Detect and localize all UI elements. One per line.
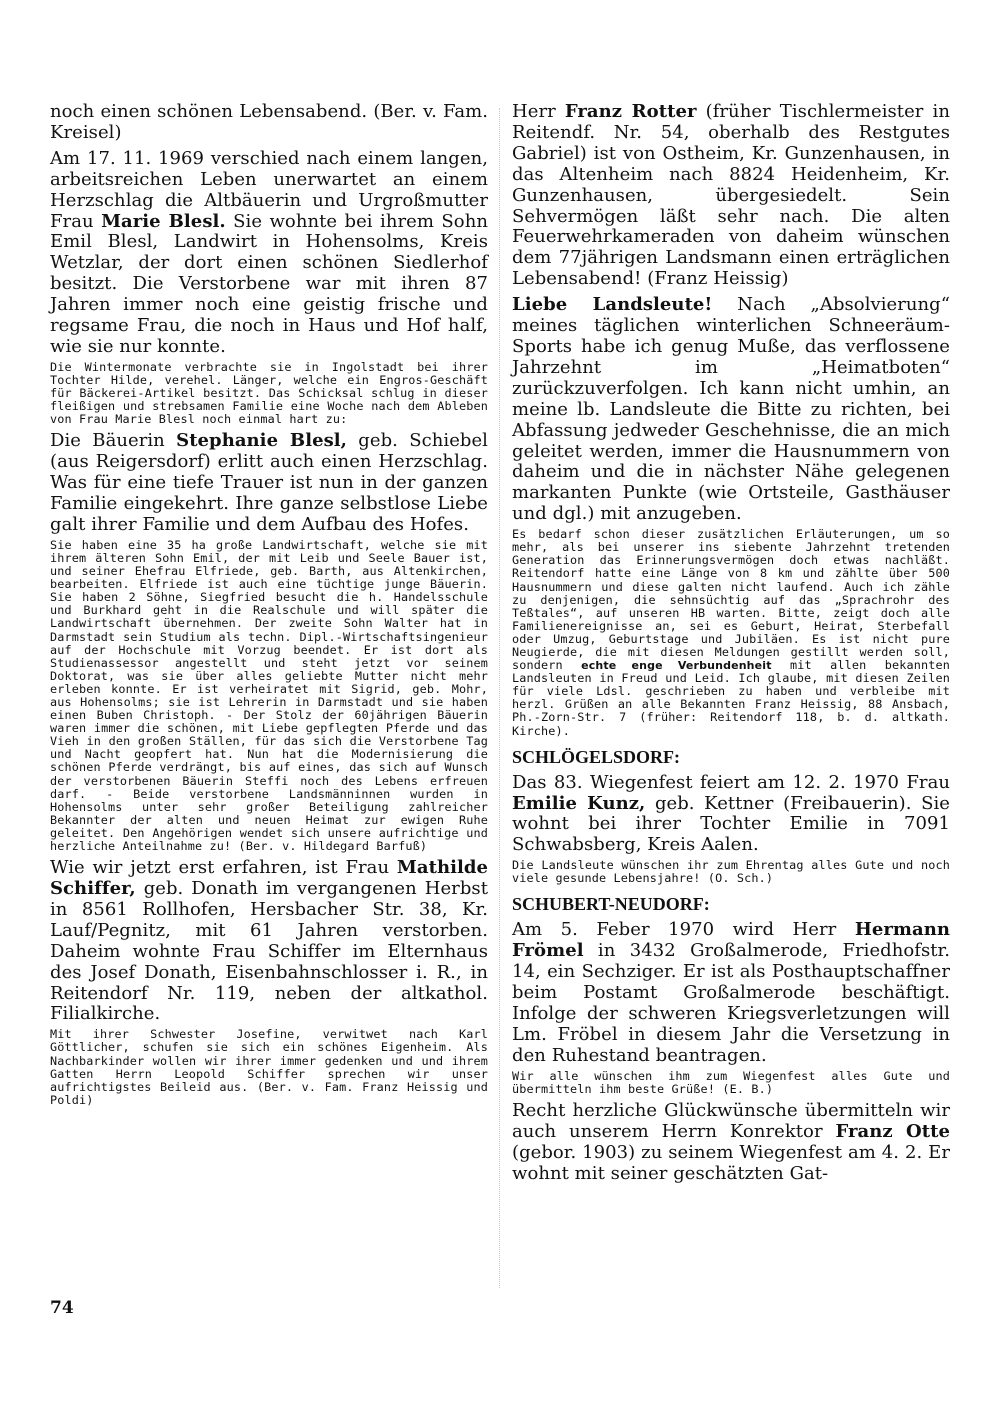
text: geb. Donath im vergangenen Herbst in 8561 Rollhofen, Hersbacher Str. 38, Kr. Lauf/Pegnitz, mit 61 Jahren verstorben. Daheim wohnte Frau Schiffer im Elternhaus des Josef Donath, Eisenbahnschlosser i. R., in Reitendorf Nr. 119, neben der altkathol. Filialkirche. bbox=[50, 878, 488, 1025]
left-small-paragraph-3: Mit ihrer Schwester Josefine, verwitwet nach Karl Göttlicher, schufen sie sich ein schönes Eigenheim. Als Nachbarkinder wollen wir ihrer immer gedenken und und ihrem Gatten Herrn Leopold Schiffer sprechen wir unser aufrichtigstes Beileid aus. (Ber. v. Fam. Franz Heissig und Poldi) bbox=[50, 1027, 488, 1107]
text: Nach „Absolvierung“ meines täglichen winterlichen Schneeräum-Sports habe ich genug Muße, das verflossene Jahrzehnt im „Heimatboten“ zurückzuverfolgen. Ich kann nicht umhin, an meine lb. Landsleute die Bitte zu richten, bei Abfassung jedweder Geschehnisse, die an mich geleitet werden, immer die Hausnummern von daheim und die in nächster Nähe gelegenen markanten Punkte (wie Ortsteile, Gasthäuser und dgl.) mit anzugeben. bbox=[512, 294, 950, 525]
text: in 3432 Großalmerode, Friedhofstr. 14, ein Sechziger. Er ist als Posthauptschaffner beim Postamt Großalmerode beschäftigt. Infolge der schweren Kriegsverletzungen will Lm. Fröbel in diesem Jahr die Versetzung in den Ruhestand beantragen. bbox=[512, 940, 950, 1066]
birthday-hermann-froemel bbox=[512, 920, 950, 1066]
name-mathilde-schiffer: Mathilde Schiffer, bbox=[50, 857, 488, 900]
text: mit allen bekannten Landsleuten in Freud und Leid. Ich glaube, mit diesen Zeilen für viele Ldsl. geschrieben zu haben und verbleibe mit herzl. Grüßen an alle Bekannten Franz Heissig, 88 Ansbach, Ph.-Zorn-Str. 7 (früher: Reitendorf 118, b. d. altkath. Kirche). bbox=[512, 658, 950, 738]
text: geb. Schiebel (aus Reigersdorf) erlitt auch einen Herzschlag. Was für eine tiefe Trauer ist nun in der ganzen Familie eingekehrt. Ihre ganze selbstlose Liebe galt ihrer Familie und dem Aufbau des Hofes. bbox=[50, 430, 488, 535]
text: geb. Kettner (Freibauerin). Sie wohnt bei ihrer Tochter Emilie in 7091 Schwabsberg, Kreis Aalen. bbox=[512, 792, 950, 856]
left-small-paragraph-1: Die Wintermonate verbrachte sie in Ingolstadt bei ihrer Tochter Hilde, verehel. Länger, welche ein Engros-Geschäft für Bäckerei-Artikel besitzt. Das Schicksal schlug in dieser fleißigen und strebsamen Familie eine Woche nach dem Ableben von Frau Marie Blesl noch einmal hart zu: bbox=[50, 359, 488, 427]
left-small-paragraph-2: Sie haben eine 35 ha große Landwirtschaft, welche sie mit ihrem älteren Sohn Emil, der mit Leib und Seele Bauer ist, und seiner Ehefrau Elfriede, geb. Barth, aus Altenkirchen, bearbeiten. Elfriede ist auch eine tüchtige junge Bäuerin. Sie haben 2 Söhne, Siegfried besucht die h. Handelsschule und Burkhard geht in die Realschule und will später die Landwirtschaft übernehmen. Der zweite Sohn Walter hat in Darmstadt sein Studium als techn. Dipl.-Wirtschaftsingenieur auf der Hochschule mit Vorzug beendet. Er ist dort als Studienassessor angestellt und steht jetzt vor seinem Doktorat, was sie über alles geliebte Mutter nicht mehr erleben konnte. Er ist verheiratet mit Sigrid, geb. Mohr, aus Hohensolms; sie ist Lehrerin in Darmstadt und sie haben einen Buben Christoph. - Der Stolz der 60jährigen Bäuerin waren immer die schönen, mit Liebe gepflegten Pferde und das Vieh in den großen Ställen, für das sich die Verstorbene Tag und Nacht geopfert hat. Nun hat die Modernisierung die schönen Pferde verdrängt, bis auf eines, das sich auf Wunsch der verstorbenen Bäuerin Steffi noch des Lebens erfreuen darf. - Beide verstorbene Landsmänninnen wurden in Hohensolms unter sehr großer Beteiligung zahlreicher Bekannter der alten und neuen Heimat zur ewigen Ruhe geleitet. Den Angehörigen wendet sich unsere aufrichtige und herzliche Anteilnahme zu! (Ber. v. Hildegard Barfuß) bbox=[50, 537, 488, 854]
name-emilie-kunz: Emilie Kunz, bbox=[512, 792, 646, 814]
name-stephanie-blesl: Stephanie Blesl, bbox=[176, 430, 347, 452]
birthday-franz-otte bbox=[512, 1101, 950, 1185]
right-small-paragraph-2: Die Landsleute wünschen ihr zum Ehrentag alles Gute und noch viele gesunde Lebensjahre! (O. Sch.) bbox=[512, 858, 950, 886]
text: (gebor. 1903) zu seinem Wiegenfest am 4. 2. Er wohnt mit seiner geschätzten Gat- bbox=[512, 1141, 950, 1184]
letter-liebe-landsleute bbox=[512, 295, 950, 525]
column-divider bbox=[499, 108, 500, 1288]
text: Die Bäuerin bbox=[50, 430, 177, 452]
name-hermann-froemel: Hermann Frömel bbox=[512, 919, 950, 962]
emphasis: echte enge Verbundenheit bbox=[581, 659, 772, 673]
right-small-paragraph-1 bbox=[512, 528, 950, 738]
obituary-marie-blesl bbox=[50, 149, 488, 358]
text: Am 5. Feber 1970 wird Herr bbox=[512, 919, 855, 941]
text: Sie wohnte bei ihrem Sohn Emil Blesl, Landwirt in Hohensolms, Kreis Wetzlar, der dort einen schönen Siedlerhof besitzt. Die Verstorbene war mit ihren 87 Jahren immer noch eine geistig frische und regsame Frau, die noch in Haus und Hof half, wie sie nur konnte. bbox=[50, 210, 488, 357]
obituary-mathilde-schiffer bbox=[50, 858, 488, 1025]
text: Wie wir jetzt erst erfahren, ist Frau bbox=[50, 857, 397, 879]
birthday-emilie-kunz bbox=[512, 773, 950, 857]
section-heading-schloegelsdorf: SCHLÖGELSDORF: bbox=[512, 746, 681, 767]
text: (früher Tischlermeister in Reitendf. Nr. 54, oberhalb des Restgutes Gabriel) ist von Ostheim, Kr. Gunzenhausen, in das Altenheim nach 8824 Heidenheim, Kr. Gunzenhausen, übergesiedelt. Sein Sehvermögen läßt sehr nach. Die alten Feuerwehrkameraden von daheim wünschen dem 77jährigen Landsmann einen erträglichen Lebensabend! (Franz Heissig) bbox=[512, 101, 950, 290]
section-heading-schubert-neudorf: SCHUBERT-NEUDORF: bbox=[512, 894, 710, 915]
text: Am 17. 11. 1969 verschied nach einem langen, arbeitsreichen Leben unerwartet an einem Herzschlag die Altbäuerin und Urgroßmutter Frau bbox=[50, 147, 488, 232]
text: Recht herzliche Glückwünsche übermitteln wir auch unserem Herrn Konrektor bbox=[512, 1099, 950, 1142]
text: Herr bbox=[512, 101, 565, 122]
name-franz-otte: Franz Otte bbox=[835, 1120, 950, 1142]
left-paragraph-1: noch einen schönen Lebensabend. (Ber. v. Fam. Kreisel) bbox=[50, 101, 488, 143]
name-marie-blesl: Marie Blesl. bbox=[101, 210, 226, 232]
obituary-stephanie-blesl bbox=[50, 431, 488, 536]
text: Das 83. Wiegenfest feiert am 12. 2. 1970 Frau bbox=[512, 771, 950, 793]
salutation: Liebe Landsleute! bbox=[512, 294, 713, 316]
right-column bbox=[512, 102, 950, 1185]
notice-franz-rotter bbox=[512, 102, 950, 290]
right-small-paragraph-3: Wir alle wünschen ihm zum Wiegenfest alles Gute und übermitteln ihm beste Grüße! (E. B.) bbox=[512, 1068, 950, 1096]
page-number: 74 bbox=[50, 1298, 74, 1318]
text: Es bedarf schon dieser zusätzlichen Erläuterungen, um so mehr, als bei unserer ins siebente Jahrzehnt tretenden Generation das Erinnerungsvermögen doch etwas nachläßt. Reitendorf hatte eine Länge von 8 km und zählte über 500 Hausnummern und diese galten nicht laufend. Auch ich zähle zu denjenigen, die sehnsüchtig auf das „Sprachrohr des Teßtales“, auf unseren HB warten. Bitte, zeigt doch alle Familienereignisse an, sei es Geburt, Heirat, Sterbefall oder Umzug, Geburtstage und Jubiläen. Es ist nicht pure Neugierde, die mit diesen Meldungen gestillt werden soll, sondern bbox=[512, 527, 950, 673]
name-franz-rotter: Franz Rotter bbox=[564, 101, 697, 122]
left-column bbox=[50, 102, 488, 1107]
